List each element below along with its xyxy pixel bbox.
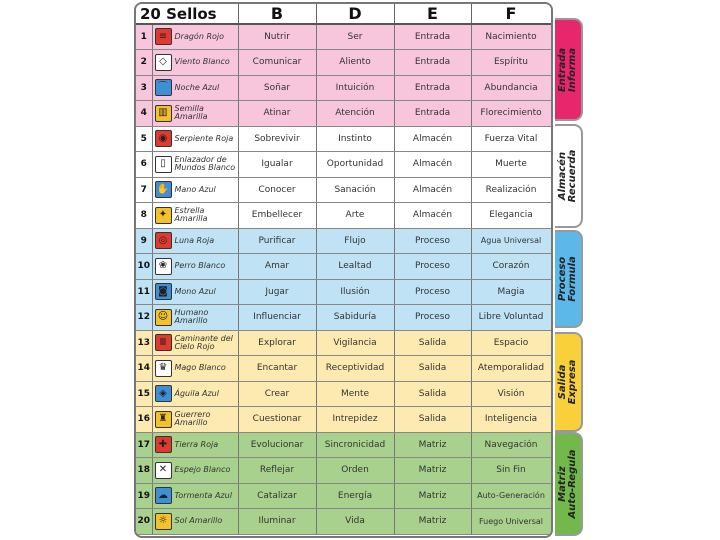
column-f-cell: Atemporalidad [471, 355, 551, 381]
seal-cell [152, 126, 238, 151]
seal-name: Espejo Blanco [174, 465, 231, 474]
column-e-cell: Matriz [394, 457, 471, 483]
table-row [136, 24, 551, 49]
seal-name: Enlazador de Mundos Blanco [174, 155, 236, 172]
seal-name: Mago Blanco [174, 363, 226, 372]
column-e-cell: Salida [394, 381, 471, 406]
seal-name: Guerrero Amarillo [174, 410, 211, 427]
column-d-cell: Arte [316, 202, 394, 228]
column-f-cell: Espíritu [471, 49, 551, 75]
seals-table [136, 4, 552, 535]
dog-glyph-icon: ❀ [155, 258, 172, 275]
column-f-cell: Florecimiento [471, 100, 551, 126]
seal-cell [152, 151, 238, 177]
seal-cell [152, 432, 238, 457]
seal-cell [152, 304, 238, 330]
table-title: 20 Sellos [136, 4, 238, 24]
column-d-cell: Vigilancia [316, 330, 394, 355]
seal-name: Caminante del Cielo Rojo [174, 333, 233, 351]
seed-glyph-icon: ▥ [155, 105, 172, 122]
column-e-header: E [394, 4, 471, 24]
column-e-cell: Proceso [394, 253, 471, 279]
column-f-cell: Auto-Generación [471, 483, 551, 508]
seal-name: Mono Azul [174, 286, 216, 296]
column-b-cell: Crear [238, 381, 316, 406]
seal-number: 8 [136, 202, 152, 228]
tab-label: Proceso Formula [557, 256, 578, 302]
seal-cell [152, 381, 238, 406]
seal-cell [152, 100, 238, 126]
table-row [136, 49, 551, 75]
column-f-cell: Fuerza Vital [471, 126, 551, 151]
tab-almacen-recuerda [555, 124, 583, 228]
column-b-cell: Jugar [238, 279, 316, 304]
table-row [136, 483, 551, 508]
column-e-cell: Proceso [394, 228, 471, 253]
column-b-cell: Iluminar [238, 508, 316, 534]
column-b-cell: Igualar [238, 151, 316, 177]
column-b-cell: Comunicar [238, 49, 316, 75]
tab-salida-expresa [555, 332, 583, 432]
seal-cell [152, 355, 238, 381]
column-e-cell: Proceso [394, 279, 471, 304]
seal-number: 12 [136, 304, 152, 330]
tab-label: Almacén Recuerda [557, 149, 578, 203]
column-e-cell: Almacén [394, 202, 471, 228]
table-row [136, 508, 551, 534]
seal-name: Tormenta Azul [174, 490, 232, 500]
seal-name: Viento Blanco [174, 57, 230, 66]
seal-number: 17 [136, 432, 152, 457]
seal-number: 11 [136, 279, 152, 304]
worldbridger-glyph-icon: ▯ [155, 156, 172, 173]
seal-cell [152, 202, 238, 228]
column-d-cell: Ser [316, 24, 394, 49]
column-d-cell: Ilusión [316, 279, 394, 304]
column-f-cell: Magia [471, 279, 551, 304]
seal-number: 5 [136, 126, 152, 151]
seal-name: Humano Amarillo [174, 308, 209, 325]
table-row [136, 228, 551, 253]
seal-name: Estrella Amarilla [174, 206, 208, 223]
column-b-cell: Encantar [238, 355, 316, 381]
tab-label: Matriz Auto-Regula [557, 449, 578, 519]
column-b-cell: Influenciar [238, 304, 316, 330]
column-e-cell: Entrada [394, 75, 471, 100]
column-e-cell: Matriz [394, 483, 471, 508]
column-d-cell: Orden [316, 457, 394, 483]
column-f-cell: Inteligencia [471, 406, 551, 432]
seal-number: 7 [136, 177, 152, 202]
tab-entrada-informa [555, 18, 583, 121]
column-b-cell: Embellecer [238, 202, 316, 228]
column-f-cell: Elegancia [471, 202, 551, 228]
column-d-cell: Instinto [316, 126, 394, 151]
seal-name: Noche Azul [174, 82, 220, 92]
tab-label: Entrada Informa [557, 47, 578, 92]
table-row [136, 381, 551, 406]
column-f-cell: Realización [471, 177, 551, 202]
seal-name: Dragón Rojo [174, 31, 225, 41]
column-e-cell: Almacén [394, 151, 471, 177]
seal-name: Mano Azul [174, 184, 216, 194]
column-b-cell: Conocer [238, 177, 316, 202]
human-glyph-icon: ☺ [155, 309, 172, 326]
wind-glyph-icon: ◇ [155, 54, 172, 71]
column-f-cell: Agua Universal [471, 228, 551, 253]
column-f-cell: Nacimiento [471, 24, 551, 49]
column-b-cell: Reflejar [238, 457, 316, 483]
header-row [136, 4, 551, 24]
column-e-cell: Salida [394, 355, 471, 381]
seal-number: 18 [136, 457, 152, 483]
serpent-glyph-icon: ◉ [155, 130, 172, 147]
seal-number: 16 [136, 406, 152, 432]
column-f-cell: Sin Fin [471, 457, 551, 483]
column-f-header: F [471, 4, 551, 24]
column-b-header: B [238, 4, 316, 24]
column-d-cell: Intrepidez [316, 406, 394, 432]
column-d-cell: Receptividad [316, 355, 394, 381]
column-e-cell: Matriz [394, 432, 471, 457]
seal-name: Luna Roja [174, 235, 215, 245]
tab-matriz-autoregula [555, 432, 583, 536]
column-f-cell: Visión [471, 381, 551, 406]
column-f-cell: Fuego Universal [471, 508, 551, 534]
column-d-cell: Vida [316, 508, 394, 534]
seal-cell [152, 279, 238, 304]
seal-cell [152, 24, 238, 49]
column-d-cell: Aliento [316, 49, 394, 75]
table-row [136, 279, 551, 304]
column-f-cell: Abundancia [471, 75, 551, 100]
table-row [136, 457, 551, 483]
column-b-cell: Catalizar [238, 483, 316, 508]
seal-number: 19 [136, 483, 152, 508]
seal-number: 13 [136, 330, 152, 355]
seals-table-card [134, 2, 553, 538]
column-f-cell: Navegación [471, 432, 551, 457]
seal-cell [152, 49, 238, 75]
seal-number: 15 [136, 381, 152, 406]
seal-cell [152, 75, 238, 100]
table-row [136, 406, 551, 432]
table-row [136, 202, 551, 228]
tab-label: Salida Expresa [557, 359, 578, 405]
seal-cell [152, 406, 238, 432]
earth-glyph-icon: ✚ [155, 436, 172, 453]
storm-glyph-icon: ☁ [155, 487, 172, 504]
column-d-cell: Oportunidad [316, 151, 394, 177]
wizard-glyph-icon: ♛ [155, 360, 172, 377]
table-row [136, 177, 551, 202]
seal-name: Serpiente Roja [174, 133, 234, 143]
table-row [136, 100, 551, 126]
mirror-glyph-icon: ✕ [155, 462, 172, 479]
sun-glyph-icon: ☼ [155, 513, 172, 530]
table-row [136, 330, 551, 355]
column-e-cell: Entrada [394, 24, 471, 49]
table-row [136, 253, 551, 279]
seal-number: 2 [136, 49, 152, 75]
table-row [136, 304, 551, 330]
column-d-cell: Energía [316, 483, 394, 508]
column-b-cell: Atinar [238, 100, 316, 126]
column-e-cell: Entrada [394, 49, 471, 75]
column-f-cell: Muerte [471, 151, 551, 177]
skywalker-glyph-icon: Ⅲ [155, 334, 172, 351]
warrior-glyph-icon: ♜ [155, 411, 172, 428]
seal-number: 6 [136, 151, 152, 177]
seal-cell [152, 483, 238, 508]
column-f-cell: Espacio [471, 330, 551, 355]
column-b-cell: Nutrir [238, 24, 316, 49]
seals-table-body [136, 24, 551, 534]
column-b-cell: Sobrevivir [238, 126, 316, 151]
seal-name: Perro Blanco [174, 261, 226, 270]
monkey-glyph-icon: ◙ [155, 283, 172, 300]
table-row [136, 75, 551, 100]
dragon-glyph-icon: ≡ [155, 28, 172, 45]
table-row [136, 126, 551, 151]
night-glyph-icon: ⌒ [155, 79, 172, 96]
column-b-cell: Soñar [238, 75, 316, 100]
column-d-cell: Mente [316, 381, 394, 406]
seal-number: 3 [136, 75, 152, 100]
seal-number: 1 [136, 24, 152, 49]
tab-proceso-formula [555, 230, 583, 328]
column-e-cell: Proceso [394, 304, 471, 330]
column-b-cell: Explorar [238, 330, 316, 355]
seal-cell [152, 508, 238, 534]
hand-glyph-icon: ✋ [155, 181, 172, 198]
seal-name: Semilla Amarilla [174, 104, 208, 121]
table-row [136, 355, 551, 381]
column-e-cell: Salida [394, 406, 471, 432]
seal-cell [152, 177, 238, 202]
column-d-cell: Lealtad [316, 253, 394, 279]
column-b-cell: Purificar [238, 228, 316, 253]
column-d-cell: Sanación [316, 177, 394, 202]
moon-glyph-icon: ◎ [155, 232, 172, 249]
column-b-cell: Cuestionar [238, 406, 316, 432]
seal-number: 10 [136, 253, 152, 279]
column-f-cell: Corazón [471, 253, 551, 279]
eagle-glyph-icon: ◈ [155, 385, 172, 402]
column-b-cell: Evolucionar [238, 432, 316, 457]
column-e-cell: Almacén [394, 126, 471, 151]
seal-name: Águila Azul [174, 388, 219, 398]
column-f-cell: Libre Voluntad [471, 304, 551, 330]
column-e-cell: Entrada [394, 100, 471, 126]
seal-cell [152, 228, 238, 253]
column-e-cell: Almacén [394, 177, 471, 202]
star-glyph-icon: ✦ [155, 207, 172, 224]
column-d-cell: Sabiduría [316, 304, 394, 330]
table-row [136, 432, 551, 457]
column-b-cell: Amar [238, 253, 316, 279]
column-d-cell: Atención [316, 100, 394, 126]
seal-name: Tierra Roja [174, 439, 219, 449]
seal-cell [152, 457, 238, 483]
seal-number: 9 [136, 228, 152, 253]
table-row [136, 151, 551, 177]
column-d-cell: Intuición [316, 75, 394, 100]
seal-number: 14 [136, 355, 152, 381]
column-d-cell: Sincronicidad [316, 432, 394, 457]
column-e-cell: Matriz [394, 508, 471, 534]
seal-cell [152, 253, 238, 279]
seal-number: 20 [136, 508, 152, 534]
seal-name: Sol Amarillo [174, 516, 223, 525]
column-d-cell: Flujo [316, 228, 394, 253]
seal-number: 4 [136, 100, 152, 126]
column-d-header: D [316, 4, 394, 24]
seal-cell [152, 330, 238, 355]
column-e-cell: Salida [394, 330, 471, 355]
